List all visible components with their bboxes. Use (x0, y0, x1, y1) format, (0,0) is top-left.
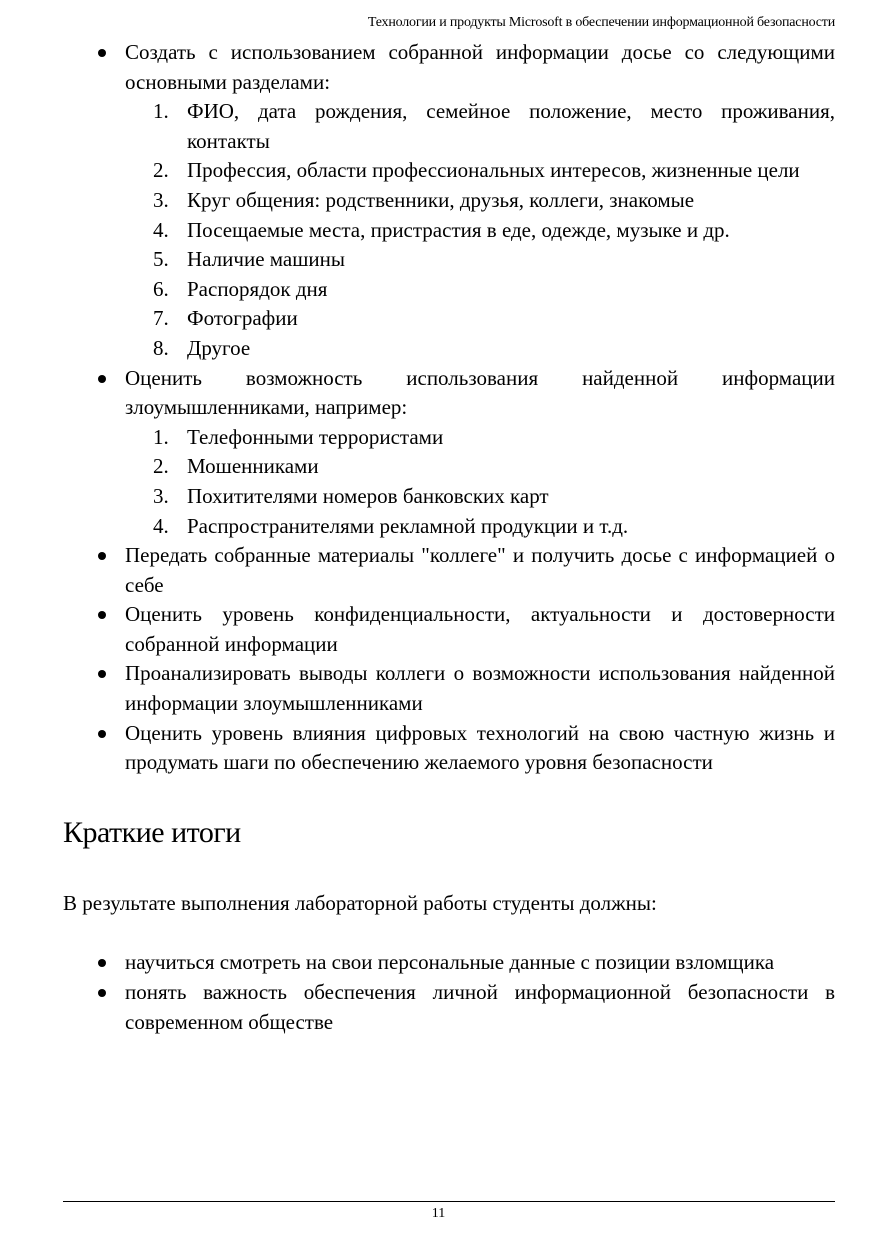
sub-list-item (125, 423, 835, 453)
item-number: 5. (153, 247, 169, 272)
dossier-sections-list (125, 97, 835, 363)
sub-list-item-text: Фотографии (187, 306, 298, 331)
bullet-icon (98, 959, 106, 967)
list-item-text: Оценить уровень конфиденциальности, актуальности и достоверности собранной информации (125, 602, 835, 656)
list-item (63, 659, 835, 718)
bullet-icon (98, 49, 106, 57)
sub-list-item (125, 186, 835, 216)
section-title: Краткие итоги (63, 815, 241, 849)
sub-list-item-text: Другое (187, 335, 251, 360)
running-header: Технологии и продукты Microsoft в обеспечении информационной безопасности (367, 15, 835, 30)
page-content (63, 38, 835, 1037)
sub-list-item-text: Посещаемые места, пристрастия в еде, одежде, музыке и др. (187, 217, 730, 242)
sub-list-item-text: Круг общения: родственники, друзья, коллеги, знакомые (187, 187, 695, 212)
item-number: 3. (153, 187, 169, 212)
sub-list-item-text: Мошенниками (187, 454, 319, 479)
sub-list-item-text: ФИО, дата рождения, семейное положение, место проживания, контакты (187, 99, 835, 153)
bullet-icon (98, 552, 106, 560)
bullet-icon (98, 375, 106, 383)
list-item (63, 600, 835, 659)
list-item (63, 541, 835, 600)
list-item-text: научиться смотреть на свои персональные данные с позиции взломщика (125, 950, 775, 975)
list-item-text: Создать с использованием собранной информации досье со следующими основными разделами: (125, 40, 835, 94)
sub-list-item-text: Распространителями рекламной продукции и т.д. (187, 513, 629, 538)
list-item (63, 948, 835, 978)
item-number: 6. (153, 276, 169, 301)
threat-actors-list (125, 423, 835, 541)
page-number: 11 (431, 1206, 446, 1221)
item-number: 2. (153, 158, 169, 183)
sub-list-item-text: Наличие машины (187, 247, 345, 272)
list-item-text: Оценить возможность использования найденной информации злоумышленниками, например: (125, 365, 835, 420)
list-item-text: Проанализировать выводы коллеги о возможности использования найденной информации злоумышленниками (125, 661, 835, 716)
sub-list-item (125, 304, 835, 334)
bullet-icon (98, 989, 106, 997)
sub-list-item-text: Распорядок дня (187, 276, 328, 301)
sub-list-item (125, 245, 835, 275)
list-item-text: Передать собранные материалы "коллеге" и получить досье с информацией о себе (125, 543, 835, 597)
bullet-icon (98, 670, 106, 678)
outcomes-list (63, 948, 835, 1037)
sub-list-item (125, 156, 835, 186)
sub-list-item (125, 97, 835, 156)
item-number: 3. (153, 483, 169, 508)
item-number: 2. (153, 454, 169, 479)
list-item-text: Оценить уровень влияния цифровых технологий на свою частную жизнь и продумать шаги по обеспечению желаемого уровня безопасности (125, 720, 835, 775)
item-number: 1. (153, 99, 169, 124)
sub-list-item-text: Профессия, области профессиональных интересов, жизненные цели (187, 158, 800, 183)
item-number: 1. (153, 424, 169, 449)
item-number: 4. (153, 513, 169, 538)
sub-list-item (125, 512, 835, 542)
sub-list-item (125, 275, 835, 305)
sub-list-item (125, 482, 835, 512)
list-item (63, 978, 835, 1037)
list-item (63, 364, 835, 542)
bullet-icon (98, 730, 106, 738)
list-item (63, 38, 835, 364)
list-item-text: понять важность обеспечения личной информационной безопасности в современном обществе (125, 980, 835, 1034)
footer-divider (63, 1201, 835, 1202)
sub-list-item (125, 334, 835, 364)
list-item (63, 719, 835, 778)
bullet-icon (98, 611, 106, 619)
sub-list-item (125, 452, 835, 482)
summary-intro: В результате выполнения лабораторной работы студенты должны: (63, 890, 657, 915)
sub-list-item (125, 216, 835, 246)
sub-list-item-text: Телефонными террористами (187, 424, 444, 449)
item-number: 7. (153, 306, 169, 331)
sub-list-item-text: Похитителями номеров банковских карт (187, 483, 549, 508)
task-steps-list (63, 38, 835, 778)
item-number: 4. (153, 217, 169, 242)
item-number: 8. (153, 335, 169, 360)
